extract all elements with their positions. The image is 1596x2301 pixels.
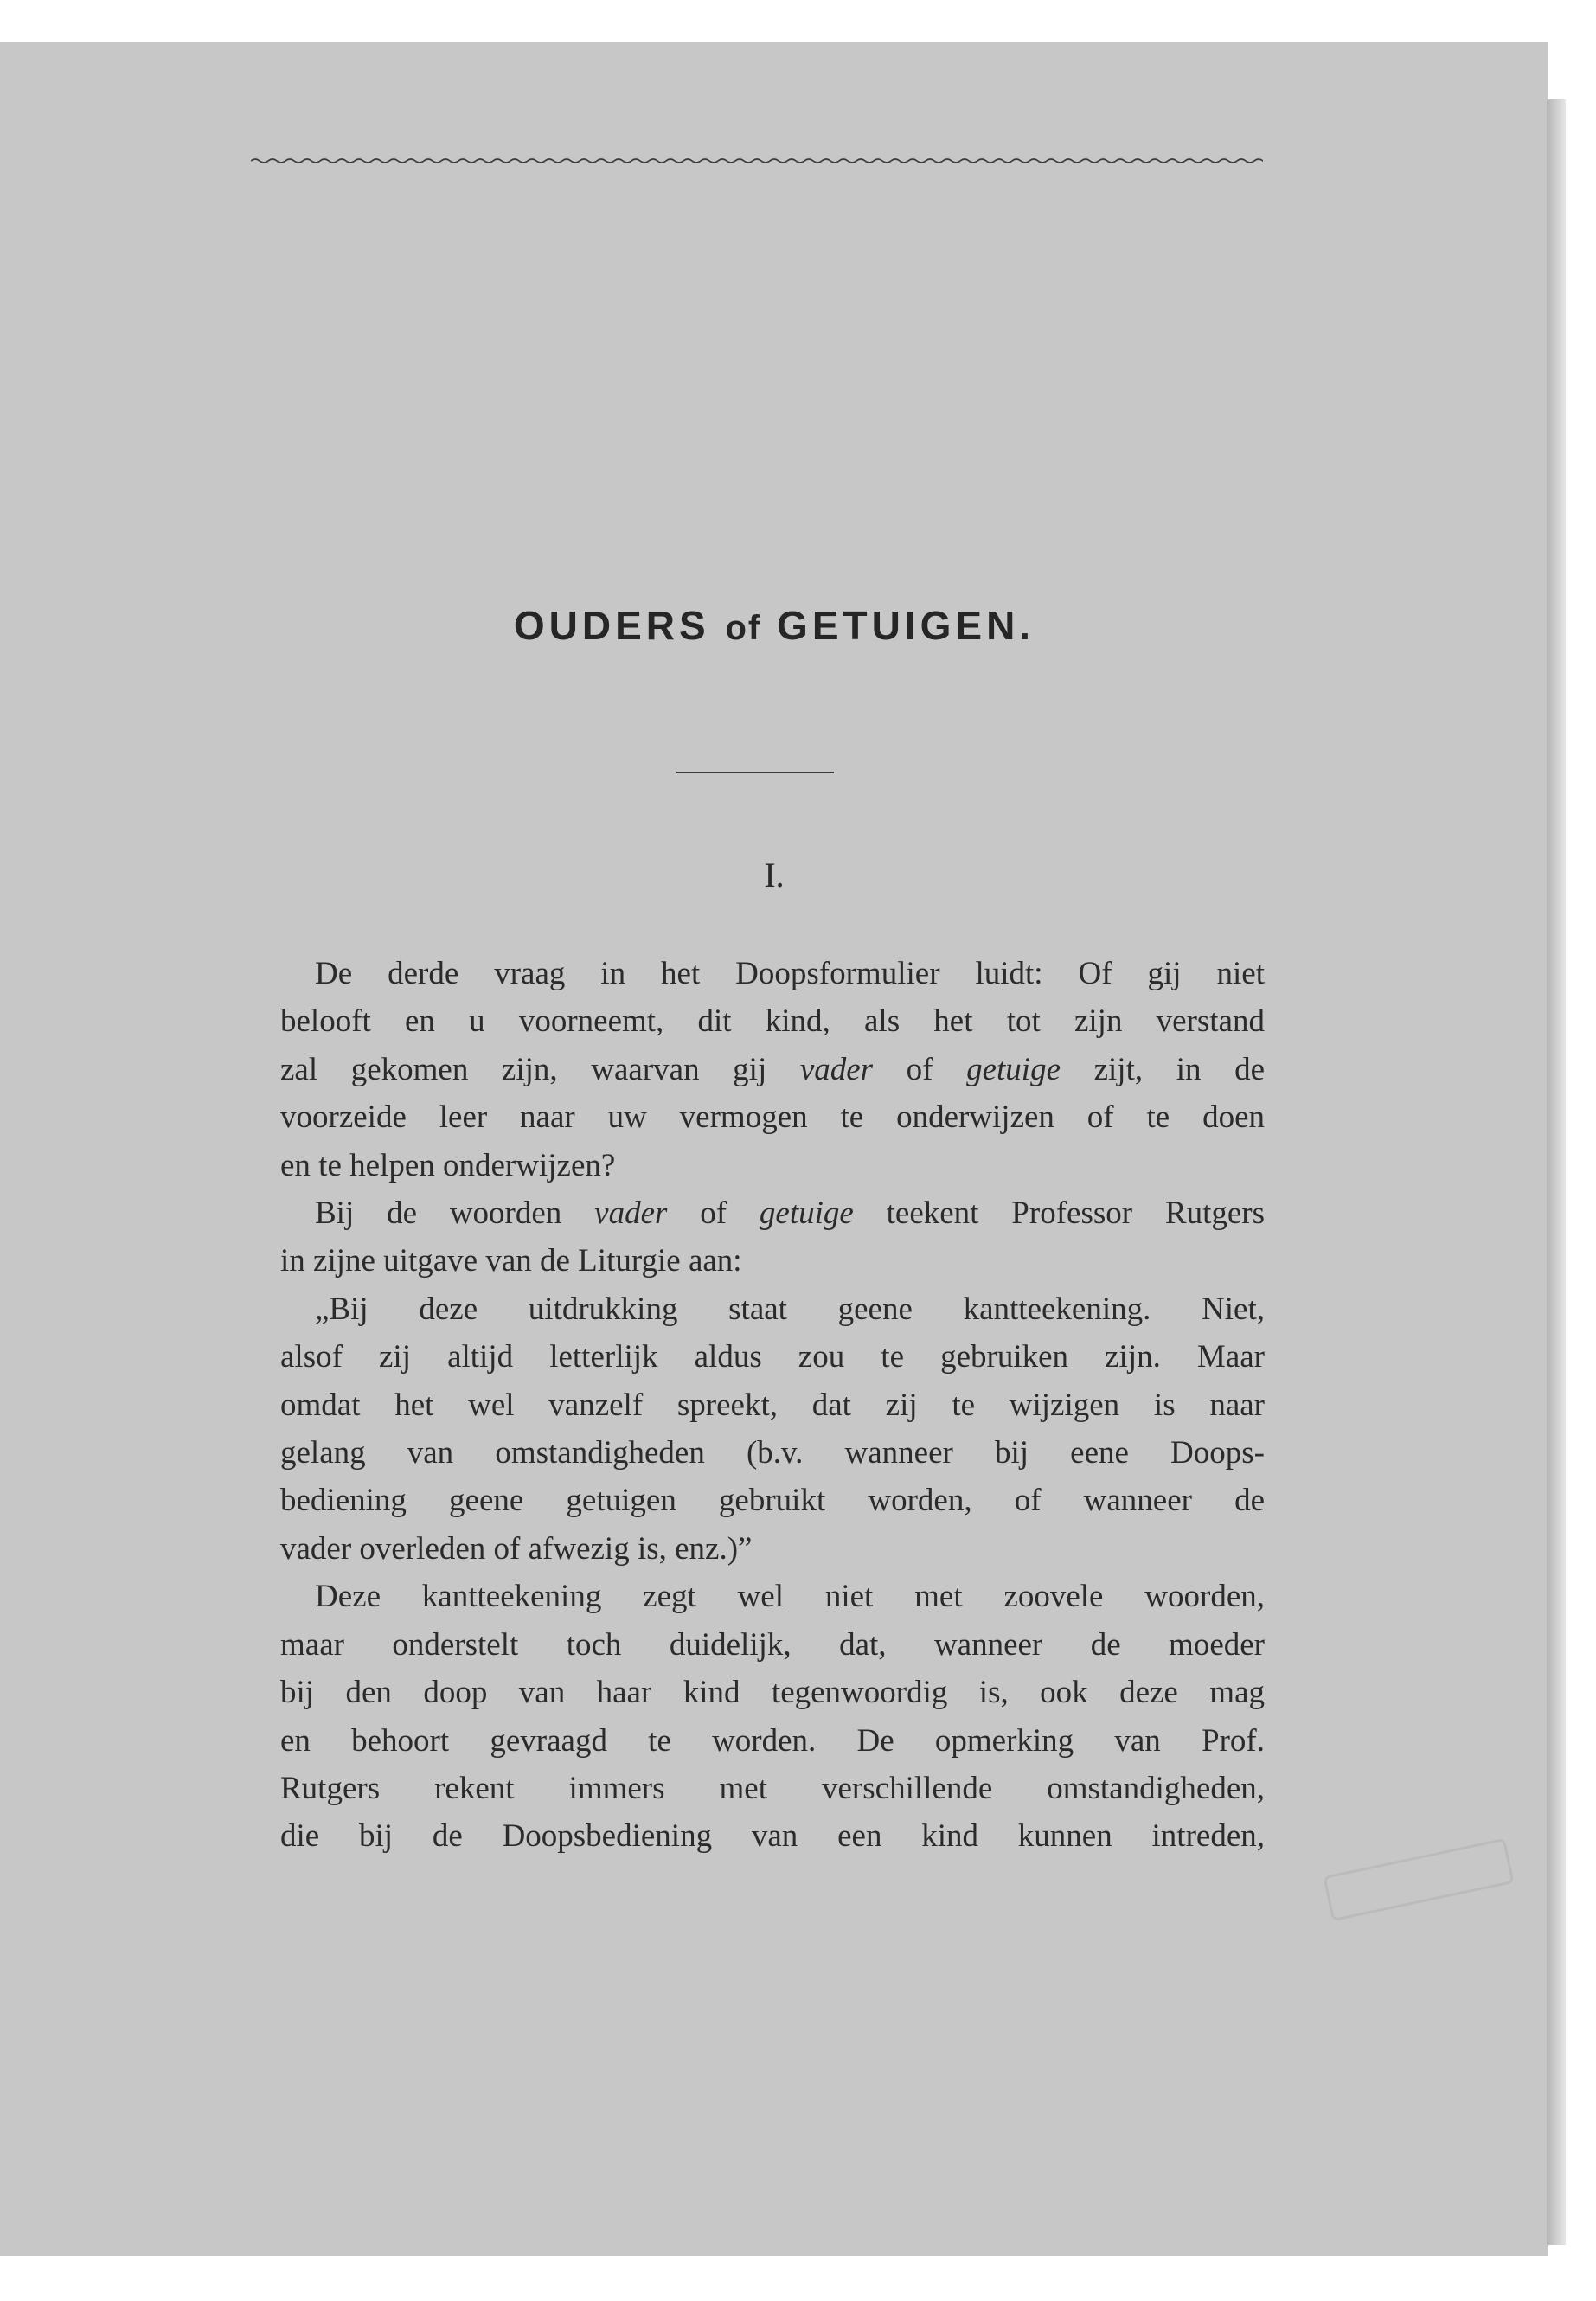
text-line: voorzeide leer naar uw vermogen te onderwijzen of te doen [280,1099,1265,1136]
paragraph [246,1573,1265,1860]
text-line: belooft en u voorneemt, dit kind, als het tot zijn verstand [280,1003,1265,1040]
text-line: zal gekomen zijn, waarvan gij vader of getuige zijt, in de [280,1051,1265,1087]
top-wavy-rule [251,157,1263,164]
text-line: Bij de woorden vader of getuige teekent Professor Rutgers [315,1195,1265,1232]
library-stamp-icon [1319,1830,1518,1929]
text-line: De derde vraag in het Doopsformulier luidt: Of gij niet [315,956,1265,991]
body-text [246,950,1265,1861]
section-number: I. [764,856,785,894]
text-line: „Bij deze uitdrukking staat geene kantteekening. Niet, [315,1291,1265,1327]
text-line: alsof zij altijd letterlijk aldus zou te gebruiken zijn. Maar [280,1339,1265,1375]
text-line: en te helpen onderwijzen? [280,1147,616,1183]
emphasized-term: getuige [759,1195,854,1232]
text-line: gelang van omstandigheden (b.v. wanneer bij eene Doops- [280,1435,1265,1471]
title-divider [676,772,834,773]
page-title [0,602,1548,649]
text-line: in zijne uitgave van de Liturgie aan: [280,1243,742,1279]
text-line: die bij de Doopsbediening van een kind kunnen intreden, [280,1818,1265,1855]
emphasized-term: vader [799,1051,874,1087]
text-line: Rutgers rekent immers met verschillende omstandigheden, [280,1770,1265,1806]
title-connector: of [725,609,762,647]
document-page [0,42,1548,2256]
title-main: OUDERS [513,603,710,648]
title-second: GETUIGEN. [777,603,1035,648]
text-line: omdat het wel vanzelf spreekt, dat zij te wijzigen is naar [280,1387,1265,1423]
text-line: en behoort gevraagd te worden. De opmerking van Prof. [280,1722,1265,1759]
paragraph [246,1189,1265,1285]
text-line: vader overleden of afwezig is, enz.)” [280,1530,753,1567]
text-line: bij den doop van haar kind tegenwoordig is, ook deze mag [280,1675,1265,1711]
paragraph [246,950,1265,1189]
paragraph [246,1285,1265,1573]
page-edge [1547,99,1566,2245]
text-line: Deze kantteekening zegt wel niet met zoovele woorden, [315,1579,1265,1615]
text-line: maar onderstelt toch duidelijk, dat, wanneer de moeder [280,1626,1265,1663]
text-line: bediening geene getuigen gebruikt worden, of wanneer de [280,1483,1265,1519]
emphasized-term: getuige [966,1051,1061,1087]
emphasized-term: vader [594,1195,668,1232]
